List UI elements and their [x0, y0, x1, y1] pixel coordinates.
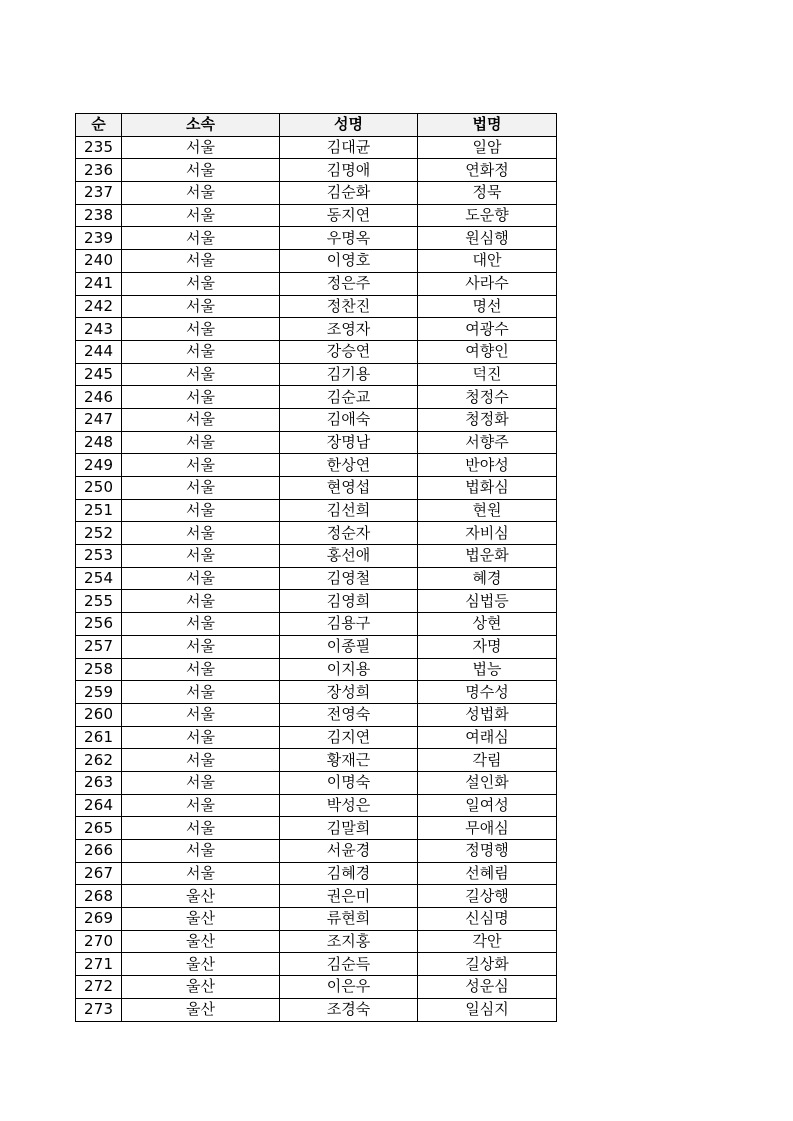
cell-num: 272 — [76, 976, 122, 999]
cell-affiliation: 서울 — [122, 817, 280, 840]
cell-dharma-name: 신심명 — [418, 908, 557, 931]
cell-affiliation: 서울 — [122, 386, 280, 409]
cell-dharma-name: 성법화 — [418, 703, 557, 726]
cell-name: 김지연 — [280, 726, 418, 749]
cell-name: 김기용 — [280, 363, 418, 386]
cell-dharma-name: 현원 — [418, 499, 557, 522]
cell-dharma-name: 청정수 — [418, 386, 557, 409]
cell-num: 247 — [76, 408, 122, 431]
table-row — [76, 499, 557, 522]
cell-affiliation: 서울 — [122, 499, 280, 522]
cell-dharma-name: 자비심 — [418, 522, 557, 545]
cell-affiliation: 서울 — [122, 454, 280, 477]
table-row — [76, 159, 557, 182]
cell-num: 252 — [76, 522, 122, 545]
cell-name: 장성희 — [280, 681, 418, 704]
cell-dharma-name: 여향인 — [418, 340, 557, 363]
cell-name: 김순득 — [280, 953, 418, 976]
table-row — [76, 794, 557, 817]
cell-num: 273 — [76, 998, 122, 1021]
cell-name: 이명숙 — [280, 771, 418, 794]
cell-dharma-name: 각림 — [418, 749, 557, 772]
cell-affiliation: 서울 — [122, 658, 280, 681]
table-row — [76, 930, 557, 953]
cell-name: 박성은 — [280, 794, 418, 817]
cell-dharma-name: 덕진 — [418, 363, 557, 386]
table-row — [76, 590, 557, 613]
cell-name: 전영숙 — [280, 703, 418, 726]
cell-num: 237 — [76, 182, 122, 205]
cell-dharma-name: 법운화 — [418, 545, 557, 568]
cell-dharma-name: 길상화 — [418, 953, 557, 976]
cell-dharma-name: 여광수 — [418, 318, 557, 341]
cell-affiliation: 서울 — [122, 681, 280, 704]
cell-affiliation: 서울 — [122, 590, 280, 613]
cell-num: 250 — [76, 477, 122, 500]
table-row — [76, 340, 557, 363]
table-row — [76, 635, 557, 658]
cell-num: 256 — [76, 613, 122, 636]
table-header-row — [76, 114, 557, 137]
cell-name: 조영자 — [280, 318, 418, 341]
table-row — [76, 817, 557, 840]
cell-affiliation: 울산 — [122, 953, 280, 976]
table-row — [76, 749, 557, 772]
cell-affiliation: 서울 — [122, 227, 280, 250]
cell-name: 김순교 — [280, 386, 418, 409]
cell-dharma-name: 선혜림 — [418, 862, 557, 885]
table-row — [76, 386, 557, 409]
cell-num: 253 — [76, 545, 122, 568]
cell-num: 269 — [76, 908, 122, 931]
cell-name: 한상연 — [280, 454, 418, 477]
cell-name: 서윤경 — [280, 840, 418, 863]
cell-dharma-name: 정명행 — [418, 840, 557, 863]
cell-dharma-name: 자명 — [418, 635, 557, 658]
table-row — [76, 726, 557, 749]
cell-name: 조지홍 — [280, 930, 418, 953]
table-body — [76, 136, 557, 1021]
cell-affiliation: 서울 — [122, 431, 280, 454]
cell-num: 251 — [76, 499, 122, 522]
table-row — [76, 454, 557, 477]
cell-affiliation: 서울 — [122, 862, 280, 885]
cell-dharma-name: 법화심 — [418, 477, 557, 500]
cell-dharma-name: 여래심 — [418, 726, 557, 749]
cell-num: 246 — [76, 386, 122, 409]
cell-affiliation: 서울 — [122, 749, 280, 772]
cell-name: 김명애 — [280, 159, 418, 182]
cell-affiliation: 서울 — [122, 794, 280, 817]
table-row — [76, 681, 557, 704]
cell-num: 266 — [76, 840, 122, 863]
cell-name: 우명옥 — [280, 227, 418, 250]
cell-dharma-name: 법능 — [418, 658, 557, 681]
cell-affiliation: 서울 — [122, 136, 280, 159]
header-affiliation: 소속 — [122, 114, 280, 137]
cell-affiliation: 서울 — [122, 295, 280, 318]
cell-num: 244 — [76, 340, 122, 363]
header-num: 순 — [76, 114, 122, 137]
table-row — [76, 318, 557, 341]
cell-name: 류현희 — [280, 908, 418, 931]
cell-affiliation: 서울 — [122, 408, 280, 431]
table-row — [76, 998, 557, 1021]
cell-dharma-name: 상현 — [418, 613, 557, 636]
cell-num: 259 — [76, 681, 122, 704]
cell-dharma-name: 반야성 — [418, 454, 557, 477]
cell-name: 장명남 — [280, 431, 418, 454]
table-row — [76, 703, 557, 726]
cell-num: 239 — [76, 227, 122, 250]
cell-name: 김용구 — [280, 613, 418, 636]
table-row — [76, 545, 557, 568]
cell-num: 258 — [76, 658, 122, 681]
cell-num: 260 — [76, 703, 122, 726]
cell-name: 권은미 — [280, 885, 418, 908]
cell-name: 김선희 — [280, 499, 418, 522]
cell-affiliation: 서울 — [122, 840, 280, 863]
cell-affiliation: 울산 — [122, 998, 280, 1021]
cell-num: 264 — [76, 794, 122, 817]
cell-dharma-name: 심법등 — [418, 590, 557, 613]
table-row — [76, 477, 557, 500]
cell-dharma-name: 혜경 — [418, 567, 557, 590]
table-row — [76, 363, 557, 386]
cell-dharma-name: 청정화 — [418, 408, 557, 431]
table-row — [76, 522, 557, 545]
table-row — [76, 250, 557, 273]
table-row — [76, 136, 557, 159]
cell-affiliation: 울산 — [122, 908, 280, 931]
table-row — [76, 862, 557, 885]
cell-num: 245 — [76, 363, 122, 386]
cell-name: 황재근 — [280, 749, 418, 772]
cell-num: 243 — [76, 318, 122, 341]
cell-num: 248 — [76, 431, 122, 454]
cell-dharma-name: 일심지 — [418, 998, 557, 1021]
cell-num: 261 — [76, 726, 122, 749]
cell-affiliation: 서울 — [122, 545, 280, 568]
table-row — [76, 295, 557, 318]
cell-affiliation: 서울 — [122, 363, 280, 386]
cell-affiliation: 서울 — [122, 250, 280, 273]
cell-name: 김애숙 — [280, 408, 418, 431]
cell-name: 정찬진 — [280, 295, 418, 318]
cell-dharma-name: 연화정 — [418, 159, 557, 182]
cell-affiliation: 서울 — [122, 522, 280, 545]
cell-name: 정순자 — [280, 522, 418, 545]
cell-num: 262 — [76, 749, 122, 772]
cell-affiliation: 울산 — [122, 885, 280, 908]
cell-dharma-name: 대안 — [418, 250, 557, 273]
cell-affiliation: 울산 — [122, 930, 280, 953]
cell-num: 241 — [76, 272, 122, 295]
header-name: 성명 — [280, 114, 418, 137]
table-row — [76, 567, 557, 590]
table-row — [76, 885, 557, 908]
cell-num: 249 — [76, 454, 122, 477]
cell-num: 238 — [76, 204, 122, 227]
cell-num: 270 — [76, 930, 122, 953]
cell-name: 정은주 — [280, 272, 418, 295]
cell-name: 김순화 — [280, 182, 418, 205]
cell-affiliation: 서울 — [122, 204, 280, 227]
cell-affiliation: 서울 — [122, 182, 280, 205]
cell-dharma-name: 정묵 — [418, 182, 557, 205]
table-row — [76, 227, 557, 250]
cell-name: 홍선애 — [280, 545, 418, 568]
cell-num: 254 — [76, 567, 122, 590]
cell-affiliation: 울산 — [122, 976, 280, 999]
table-row — [76, 613, 557, 636]
cell-name: 김말희 — [280, 817, 418, 840]
table-row — [76, 182, 557, 205]
cell-dharma-name: 서향주 — [418, 431, 557, 454]
cell-dharma-name: 도운향 — [418, 204, 557, 227]
cell-name: 동지연 — [280, 204, 418, 227]
cell-name: 김대균 — [280, 136, 418, 159]
cell-num: 236 — [76, 159, 122, 182]
cell-name: 김영희 — [280, 590, 418, 613]
cell-affiliation: 서울 — [122, 477, 280, 500]
table-row — [76, 771, 557, 794]
cell-name: 이영호 — [280, 250, 418, 273]
cell-num: 255 — [76, 590, 122, 613]
cell-affiliation: 서울 — [122, 272, 280, 295]
cell-num: 257 — [76, 635, 122, 658]
cell-affiliation: 서울 — [122, 703, 280, 726]
cell-num: 267 — [76, 862, 122, 885]
cell-num: 271 — [76, 953, 122, 976]
table-row — [76, 431, 557, 454]
table-row — [76, 204, 557, 227]
cell-dharma-name: 성운심 — [418, 976, 557, 999]
cell-name: 현영섭 — [280, 477, 418, 500]
cell-name: 김혜경 — [280, 862, 418, 885]
cell-affiliation: 서울 — [122, 635, 280, 658]
cell-num: 265 — [76, 817, 122, 840]
cell-dharma-name: 일암 — [418, 136, 557, 159]
cell-num: 242 — [76, 295, 122, 318]
table-row — [76, 953, 557, 976]
cell-name: 이종필 — [280, 635, 418, 658]
cell-dharma-name: 명수성 — [418, 681, 557, 704]
cell-name: 이은우 — [280, 976, 418, 999]
cell-dharma-name: 사라수 — [418, 272, 557, 295]
table-row — [76, 272, 557, 295]
table-row — [76, 908, 557, 931]
cell-name: 이지용 — [280, 658, 418, 681]
table-row — [76, 658, 557, 681]
cell-num: 268 — [76, 885, 122, 908]
cell-affiliation: 서울 — [122, 340, 280, 363]
cell-affiliation: 서울 — [122, 159, 280, 182]
cell-dharma-name: 명선 — [418, 295, 557, 318]
member-table — [75, 113, 557, 1022]
table-row — [76, 408, 557, 431]
cell-dharma-name: 길상행 — [418, 885, 557, 908]
table-row — [76, 976, 557, 999]
cell-num: 263 — [76, 771, 122, 794]
cell-affiliation: 서울 — [122, 771, 280, 794]
cell-num: 240 — [76, 250, 122, 273]
cell-dharma-name: 무애심 — [418, 817, 557, 840]
cell-dharma-name: 원심행 — [418, 227, 557, 250]
cell-dharma-name: 각안 — [418, 930, 557, 953]
table-row — [76, 840, 557, 863]
header-dharma-name: 법명 — [418, 114, 557, 137]
cell-dharma-name: 설인화 — [418, 771, 557, 794]
cell-affiliation: 서울 — [122, 726, 280, 749]
cell-name: 김영철 — [280, 567, 418, 590]
cell-num: 235 — [76, 136, 122, 159]
cell-affiliation: 서울 — [122, 567, 280, 590]
cell-name: 강승연 — [280, 340, 418, 363]
cell-affiliation: 서울 — [122, 613, 280, 636]
cell-affiliation: 서울 — [122, 318, 280, 341]
cell-dharma-name: 일여성 — [418, 794, 557, 817]
cell-name: 조경숙 — [280, 998, 418, 1021]
